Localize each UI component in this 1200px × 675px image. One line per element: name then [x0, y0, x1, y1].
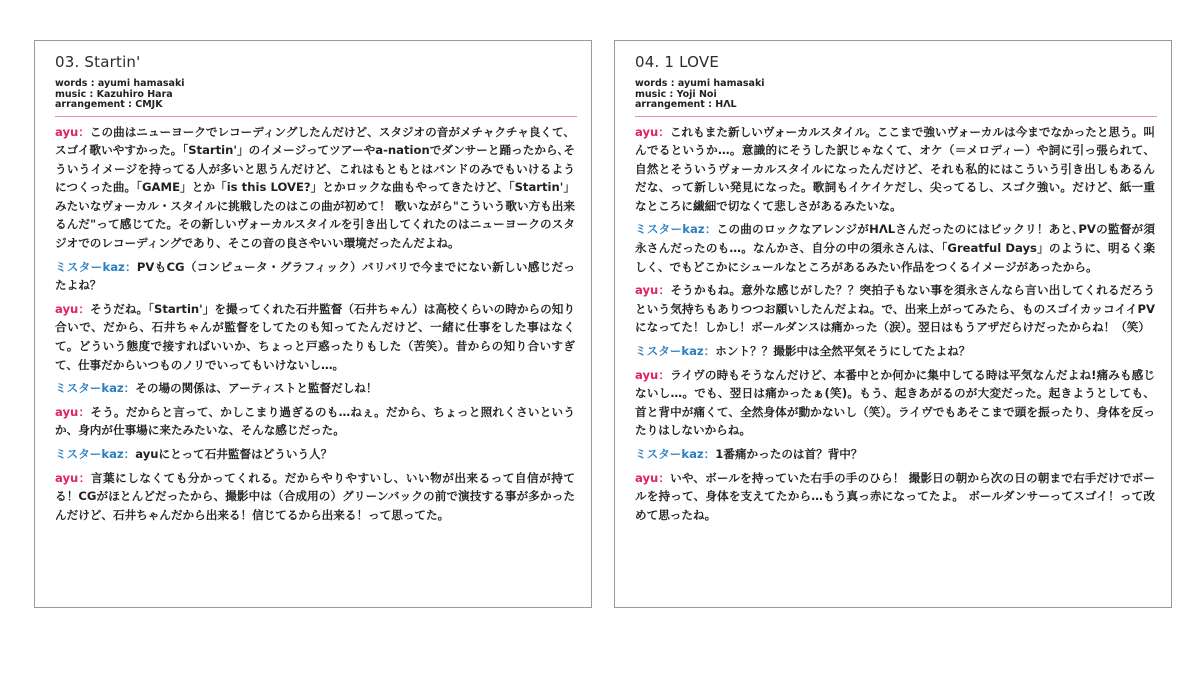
utterance-text: そう。だからと言って、かしこまり過ぎるのも…ねぇ。だから、ちょっと照れくさいというか、身内が仕事場に来たみたいな、そんな感じだった。 [55, 404, 575, 438]
credit-words: words : ayumi hamasaki [635, 78, 765, 89]
speaker-colon: ： [703, 447, 716, 461]
dialogue-entry [55, 403, 575, 440]
credit-music: music : Kazuhiro Hara [55, 88, 173, 100]
song-panel-startin [34, 40, 592, 608]
dialogue-entry [55, 258, 575, 295]
credit-music: music : Yoji Noi [635, 88, 717, 100]
title-divider [635, 116, 1157, 117]
speaker-colon: ： [78, 404, 91, 419]
dialogue [55, 123, 575, 525]
speaker-label: ミスターkaz [635, 222, 705, 237]
speaker-colon: ： [658, 367, 671, 382]
speaker-label: ayu [635, 367, 659, 382]
speaker-label: ayu [635, 283, 659, 298]
credits [635, 79, 1155, 111]
dialogue-entry [635, 469, 1155, 525]
speaker-label: ミスターkaz [635, 447, 704, 461]
speaker-colon: ： [658, 283, 671, 298]
speaker-colon: ： [78, 124, 90, 139]
dialogue-entry [635, 366, 1155, 440]
speaker-label: ミスターkaz [55, 447, 124, 461]
song-title: 04. 1 LOVE [635, 53, 720, 71]
speaker-label: ayu [55, 404, 79, 419]
credit-arrangement: arrangement : HΛL [635, 99, 737, 110]
speaker-colon: ： [123, 447, 136, 461]
utterance-text: いや、ボールを持っていた右手の手のひら！ 撮影日の朝から次の日の朝まで右手だけでボールを持って、身体を支えてたから…もう真っ赤になってたよ。 ボールダンサーってスゴイ！って改めて思ったね。 [635, 470, 1155, 522]
dialogue-entry [55, 300, 575, 374]
speaker-colon: ： [123, 381, 136, 396]
credit-words: words : ayumi hamasaki [55, 78, 185, 89]
speaker-colon: ： [78, 301, 90, 316]
utterance-text: そうかもね。意外な感じがした？？突拍子もない事を須永さんなら言い出してくれるだろうという気持ちもありつつお願いしたんだよね。で、出来上がってみたら、ものスゴイカッコイイPVになってた！しかし！ボールダンスは痛かった（涙）。翌日はもうアザだらけだったからね！（笑） [635, 283, 1155, 335]
speaker-colon: ： [658, 124, 670, 139]
credits [55, 79, 575, 111]
speaker-colon: ： [703, 344, 716, 359]
dialogue-entry [635, 123, 1155, 216]
utterance-text: ayuにとって石井監督はどういう人？ [135, 447, 333, 461]
dialogue-entry [55, 445, 575, 464]
speaker-label: ミスターkaz [55, 259, 125, 274]
dialogue [635, 123, 1155, 525]
dialogue-entry [635, 281, 1155, 337]
title-divider [55, 116, 577, 117]
dialogue-entry [635, 220, 1155, 276]
speaker-label: ayu [635, 124, 659, 139]
dialogue-entry [55, 469, 575, 525]
dialogue-entry [635, 342, 1155, 361]
utterance-text: この曲のロックなアレンジがHΛLさんだったのにはビックリ！あと､PVの監督が須永さんだったのも…。なんかさ、自分の中の須永さんは、「Greatful Days」のように、明るく楽しく、でもどこかにシュールなところがあるみたい作品をつくるイメージがあったから。 [635, 222, 1155, 274]
utterance-text: 言葉にしなくても分かってくれる。だからやりやすいし、いい物が出来るって自信が持てる！CGがほとんどだったから、撮影中は（合成用の）グリーンバックの前で演技する事が多かったんだけど、石井ちゃんだから出来る！信じてるから出来る！って思ってた。 [55, 470, 575, 522]
speaker-colon: ： [704, 222, 717, 237]
credit-arrangement: arrangement : CMJK [55, 99, 163, 110]
utterance-text: ライヴの時もそうなんだけど、本番中とか何かに集中してる時は平気なんだよね!痛みも感じないし…。でも、翌日は痛かったぁ(笑)。もう、起きあがるのが大変だった。起きようとしても、首と背中が痛くて、全然身体が動かないし（笑）。ライヴでもあそこまで頭を振ったり、身体を反ったりはしないからね。 [635, 367, 1155, 438]
utterance-text: その場の関係は、アーティストと監督だしね！ [135, 381, 378, 396]
utterance-text: これもまた新しいヴォーカルスタイル。ここまで強いヴォーカルは今までなかったと思う。叫んでるというか…。意識的にそうした訳じゃなくて、オケ（＝メロディー）や詞に引っ張られて、自然とそういうヴォーカルスタイルになったんだけど、それも私的にはこういう引き出しもあるんだな、って新しい発見になった。歌詞もイケイケだし、尖ってるし、スゴク強い。だけど、紙一重なところに繊細で切なくて悲しさがあるみたいな。 [635, 124, 1155, 213]
dialogue-entry [55, 379, 575, 398]
utterance-text: そうだね。「Startin'」を撮ってくれた石井監督（石井ちゃん）は高校くらいの時からの知り合いで、だから、石井ちゃんが監督をしてたのも知ってたんだけど、一緒に仕事をした事はなくて。どういう態度で接すればいいか、ちょっと戸惑ったりもした（苦笑）。昔からの知り合いすぎて、仕事だからいつものノリでいってもいけないし…。 [55, 301, 575, 372]
speaker-colon: ： [124, 259, 137, 274]
speaker-label: ayu [55, 124, 79, 139]
utterance-text: PVもCG（コンピュータ・グラフィック）バリバリで今までにない新しい感じだったよね？ [55, 259, 575, 293]
speaker-label: ミスターkaz [55, 381, 124, 396]
speaker-colon: ： [658, 470, 671, 485]
song-panel-1-love [614, 40, 1172, 608]
utterance-text: この曲はニューヨークでレコーディングしたんだけど、スタジオの音がメチャクチャ良くて、スゴイ歌いやすかった。「Startin'」のイメージってツアーやa-nationでダンサーと踊ったから､そういうイメージを持ってる人が多いと思うんだけど、これはもともとはバンドのみでもいけるようにつくった曲。「GAME」とか「is this LOVE?」とかロックな曲もやってきたけど、「Startin'」みたいなヴォーカル・スタイルに挑戦したのはこの曲が初めて！ 歌いながら"こういう歌い方も出来るんだ"って感じてた。その新しいヴォーカルスタイルを引き出してくれたのはニューヨークのスタジオでのレコーディングであり、そこの音の良さやいい環境だったんだよね。 [55, 124, 575, 251]
speaker-label: ayu [55, 301, 79, 316]
dialogue-entry [55, 123, 575, 253]
speaker-colon: ： [78, 470, 91, 485]
song-title: 03. Startin' [55, 53, 141, 71]
speaker-label: ayu [55, 470, 79, 485]
utterance-text: ホント？？撮影中は全然平気そうにしてたよね？ [715, 344, 971, 359]
speaker-label: ayu [635, 470, 659, 485]
dialogue-entry [635, 445, 1155, 464]
utterance-text: 1番痛かったのは首？背中？ [715, 447, 863, 461]
speaker-label: ミスターkaz [635, 344, 704, 359]
